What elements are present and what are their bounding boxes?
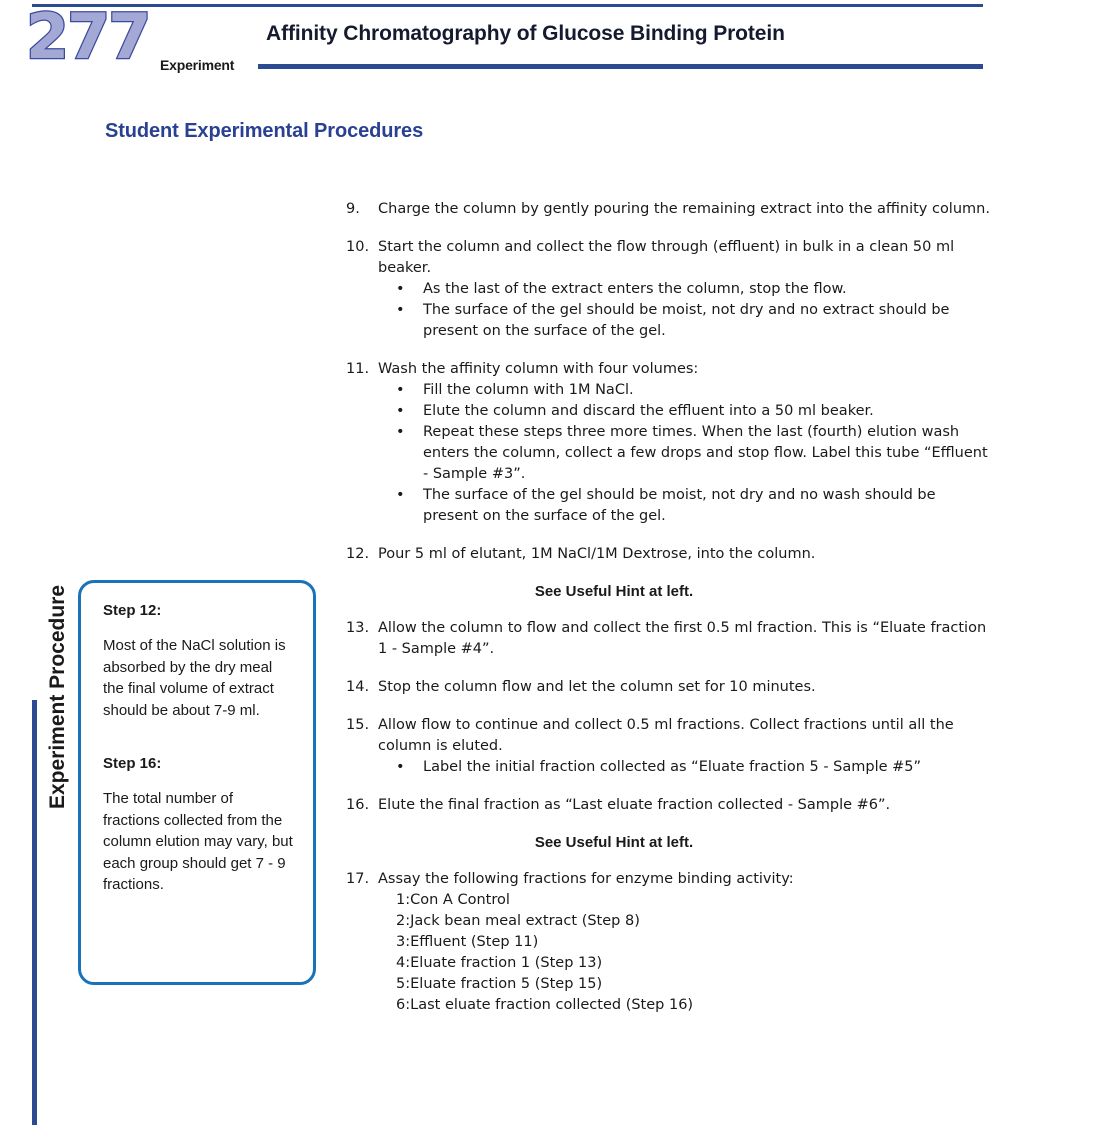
step-text: Pour 5 ml of elutant, 1M NaCl/1M Dextrose, into the column. [378,546,816,562]
step-bullet-item [378,401,994,422]
see-useful-hint-note: See Useful Hint at left. [534,583,694,600]
see-useful-hint-note: See Useful Hint at left. [534,834,694,851]
useful-hint-box [78,580,316,985]
step-bullet-item [378,757,994,778]
assay-fraction-number: 6: [396,997,411,1013]
assay-fraction-label: Last eluate fraction collected (Step 16) [410,997,694,1013]
step-bullet-item [378,485,994,527]
assay-fraction-label: Con A Control [410,892,510,908]
step-bullet-item [378,300,994,342]
step-number: 13. [346,620,370,636]
step-text: Elute the final fraction as “Last eluate fraction collected - Sample #6”. [378,797,891,813]
procedure-list [344,199,994,1033]
assay-fraction-number: 4: [396,955,411,971]
assay-fraction-label: Effluent (Step 11) [410,934,539,950]
bullet-dot-icon: • [396,382,405,398]
step-bullet-item [378,279,994,300]
step-text: Allow the column to flow and collect the first 0.5 ml fraction. This is “Eluate fraction 1 - Sample #4”. [378,620,987,657]
assay-fraction-number: 5: [396,976,411,992]
bullet-dot-icon: • [396,424,405,440]
step-text: Wash the affinity column with four volumes: [378,361,699,377]
step-number: 9. [346,201,360,217]
procedure-step [344,869,994,1016]
step-number: 10. [346,239,370,255]
assay-fraction-item [378,953,994,974]
step-body [378,795,994,816]
hint-step12-body: Most of the NaCl solution is absorbed by the dry meal the final volume of extract should be about 7-9 ml. [103,637,286,719]
step-body [378,237,994,342]
assay-fraction-number: 2: [396,913,411,929]
step-number: 17. [346,871,370,887]
step-number: 16. [346,797,370,813]
page-title: Affinity Chromatography of Glucose Binding Protein [266,22,785,45]
header-rule [258,64,983,69]
bullet-dot-icon: • [396,302,405,318]
assay-fraction-number: 3: [396,934,411,950]
assay-fraction-item [378,890,994,911]
experiment-label: Experiment [160,57,235,73]
step-text: Charge the column by gently pouring the remaining extract into the affinity column. [378,201,990,217]
bullet-dot-icon: • [396,759,405,775]
page-header [0,0,1104,100]
step-number: 14. [346,679,370,695]
step-bullet-item [378,422,994,485]
step-bullet-item [378,380,994,401]
step-bullet-text: Fill the column with 1M NaCl. [423,382,634,398]
step-number: 12. [346,546,370,562]
hint-step16-body: The total number of fractions collected from the column elution may vary, but each group should get 7 - 9 fractions. [103,790,293,893]
section-title: Student Experimental Procedures [105,120,424,142]
assay-fraction-label: Eluate fraction 1 (Step 13) [410,955,603,971]
bullet-dot-icon: • [396,403,405,419]
assay-fraction-label: Eluate fraction 5 (Step 15) [410,976,603,992]
step-bullet-text: Repeat these steps three more times. When the last (fourth) elution wash enters the column, collect a few drops and stop flow. Label this tube “Effluent - Sample #3”. [423,424,988,482]
step-bullet-list [378,279,994,342]
procedure-step [344,618,994,660]
assay-fraction-item [378,911,994,932]
procedure-step [344,199,994,220]
step-body [378,359,994,527]
step-body [378,618,994,660]
step-text: Assay the following fractions for enzyme binding activity: [378,871,794,887]
step-bullet-text: Elute the column and discard the effluent into a 50 ml beaker. [423,403,874,419]
experiment-number: 277 [26,0,150,73]
assay-fraction-list [378,890,994,1016]
procedure-step [344,715,994,778]
step-bullet-list [378,380,994,527]
step-body [378,199,994,220]
step-bullet-text: The surface of the gel should be moist, not dry and no wash should be present on the surface of the gel. [423,487,936,524]
assay-fraction-item [378,932,994,953]
step-text: Start the column and collect the flow through (effluent) in bulk in a clean 50 ml beaker. [378,239,955,276]
hint-step16-heading: Step 16: [103,755,162,772]
step-body [378,544,994,565]
assay-fraction-item [378,995,994,1016]
step-body [378,715,994,778]
procedure-step [344,677,994,698]
hint-step12-heading: Step 12: [103,602,162,619]
bullet-dot-icon: • [396,487,405,503]
assay-fraction-number: 1: [396,892,411,908]
side-rail-line [32,700,37,1125]
step-body [378,869,994,1016]
step-bullet-text: Label the initial fraction collected as “Eluate fraction 5 - Sample #5” [423,759,922,775]
procedure-step [344,359,994,527]
procedure-step [344,237,994,342]
step-bullet-text: The surface of the gel should be moist, not dry and no extract should be present on the surface of the gel. [423,302,950,339]
procedure-step [344,544,994,565]
step-number: 11. [346,361,370,377]
step-text: Stop the column flow and let the column set for 10 minutes. [378,679,816,695]
assay-fraction-label: Jack bean meal extract (Step 8) [410,913,640,929]
step-bullet-text: As the last of the extract enters the column, stop the flow. [423,281,847,297]
assay-fraction-item [378,974,994,995]
side-rail-label: Experiment Procedure [46,584,69,810]
step-number: 15. [346,717,370,733]
step-bullet-list [378,757,994,778]
step-body [378,677,994,698]
bullet-dot-icon: • [396,281,405,297]
procedure-step [344,795,994,816]
step-text: Allow flow to continue and collect 0.5 ml fractions. Collect fractions until all the column is eluted. [378,717,954,754]
